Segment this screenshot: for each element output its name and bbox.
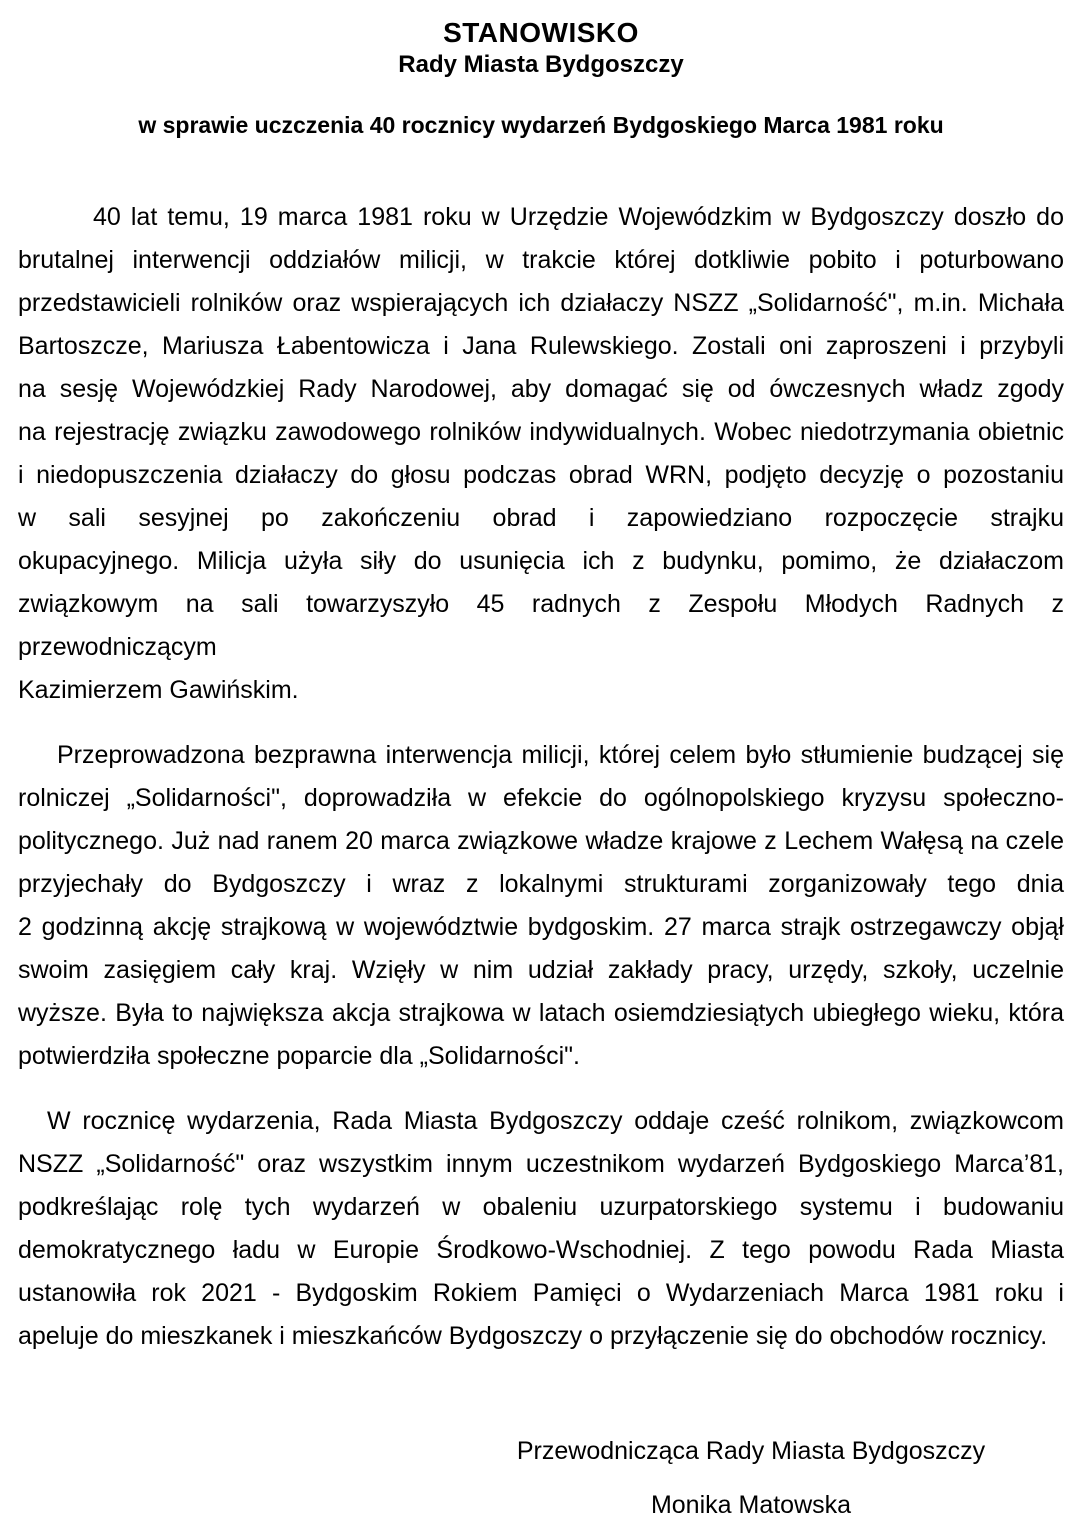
document-subject-line: w sprawie uczczenia 40 rocznicy wydarzeń Bydgoskiego Marca 1981 roku xyxy=(138,112,944,138)
text-line: przyjechały do Bydgoszczy i wraz z lokalnymi strukturami zorganizowały tego dnia xyxy=(18,870,1064,898)
paragraph xyxy=(18,734,1064,1078)
text-line: 40 lat temu, 19 marca 1981 roku w Urzędzie Wojewódzkim w Bydgoszczy doszło do xyxy=(93,203,1064,231)
text-line: potwierdziła społeczne poparcie dla „Solidarności". xyxy=(18,1042,580,1070)
document-subtitle: Rady Miasta Bydgoszczy xyxy=(398,51,684,78)
text-line: swoim zasięgiem cały kraj. Wzięły w nim udział zakłady pracy, urzędy, szkoły, uczelnie xyxy=(18,956,1064,984)
text-line: apeluje do mieszkanek i mieszkańców Bydgoszczy o przyłączenie się do obchodów rocznicy. xyxy=(18,1322,1048,1350)
paragraph xyxy=(18,1100,1064,1358)
text-line: politycznego. Już nad ranem 20 marca związkowe władze krajowe z Lechem Wałęsą na czele xyxy=(18,827,1064,855)
text-line: brutalnej interwencji oddziałów milicji, w trakcie której dotkliwie pobito i poturbowano xyxy=(18,246,1064,274)
document-header xyxy=(18,16,1064,140)
text-line: NSZZ „Solidarność" oraz wszystkim innym uczestnikom wydarzeń Bydgoskiego Marca’81, xyxy=(18,1150,1064,1178)
text-line: Kazimierzem Gawińskim. xyxy=(18,676,299,704)
text-line: 2 godzinną akcję strajkową w województwie bydgoskim. 27 marca strajk ostrzegawczy objął xyxy=(18,913,1064,941)
signature-block xyxy=(18,1430,1064,1527)
text-line: ustanowiła rok 2021 - Bydgoskim Rokiem Pamięci o Wydarzeniach Marca 1981 roku i xyxy=(18,1279,1064,1307)
text-line: Bartoszcze, Mariusza Łabentowicza i Jana Rulewskiego. Zostali oni zaproszeni i przybyli xyxy=(18,332,1064,360)
text-line: przedstawicieli rolników oraz wspierających ich działaczy NSZZ „Solidarność", m.in. Michała xyxy=(18,289,1064,317)
signature-name: Monika Matowska xyxy=(650,1491,852,1519)
text-line: W rocznicę wydarzenia, Rada Miasta Bydgoszczy oddaje cześć rolnikom, związkowcom xyxy=(47,1107,1064,1135)
text-line: rolniczej „Solidarności", doprowadziła w efekcie do ogólnopolskiego kryzysu społeczno- xyxy=(18,784,1064,812)
text-line: związkowym na sali towarzyszyło 45 radnych z Zespołu Młodych Radnych z przewodniczącym xyxy=(18,590,1064,661)
document-title: STANOWISKO xyxy=(443,17,639,48)
text-line: wyższe. Była to największa akcja strajkowa w latach osiemdziesiątych ubiegłego wieku, która xyxy=(18,999,1064,1027)
text-line: na rejestrację związku zawodowego rolników indywidualnych. Wobec niedotrzymania obietnic xyxy=(18,418,1064,446)
signature-role: Przewodnicząca Rady Miasta Bydgoszczy xyxy=(516,1437,986,1465)
text-line: w sali sesyjnej po zakończeniu obrad i zapowiedziano rozpoczęcie strajku xyxy=(18,504,1064,532)
text-line: i niedopuszczenia działaczy do głosu podczas obrad WRN, podjęto decyzję o pozostaniu xyxy=(18,461,1064,489)
document-body xyxy=(18,196,1064,1358)
paragraph xyxy=(18,196,1064,712)
text-line: okupacyjnego. Milicja użyła siły do usunięcia ich z budynku, pomimo, że działaczom xyxy=(18,547,1064,575)
text-line: Przeprowadzona bezprawna interwencja milicji, której celem było stłumienie budzącej się xyxy=(57,741,1064,769)
text-line: podkreślając rolę tych wydarzeń w obaleniu uzurpatorskiego systemu i budowaniu xyxy=(18,1193,1064,1221)
text-line: na sesję Wojewódzkiej Rady Narodowej, aby domagać się od ówczesnych władz zgody xyxy=(18,375,1064,403)
text-line: demokratycznego ładu w Europie Środkowo-Wschodniej. Z tego powodu Rada Miasta xyxy=(18,1236,1064,1264)
